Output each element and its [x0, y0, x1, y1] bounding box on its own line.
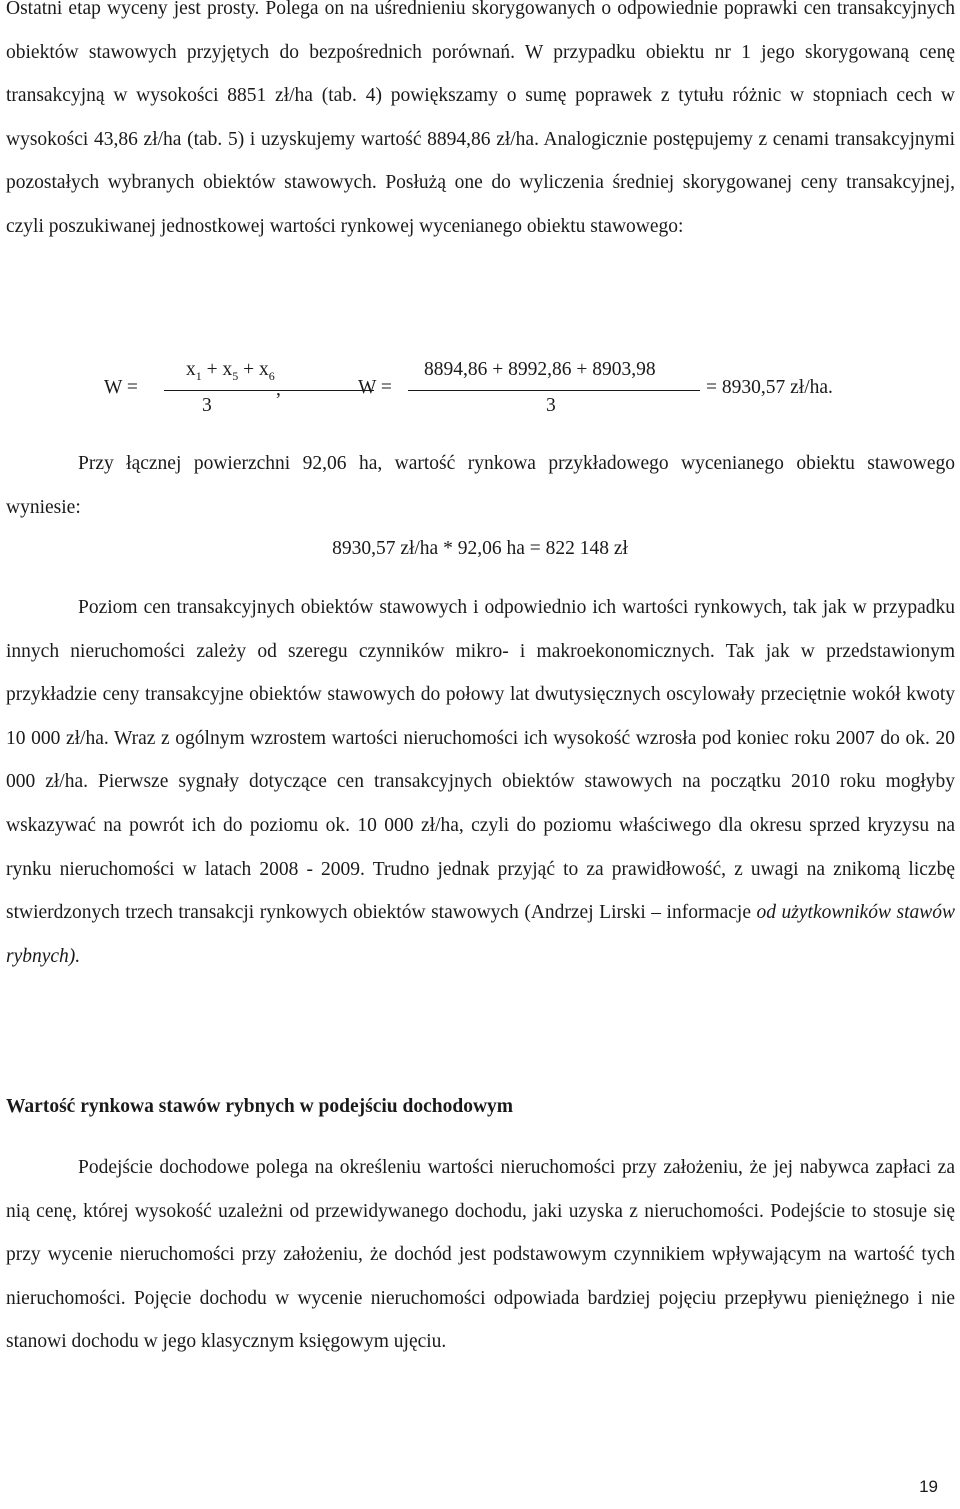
formula-numeric-result: = 8930,57 zł/ha. [706, 377, 833, 398]
formula-numeric-numerator: 8894,86 + 8992,86 + 8903,98 [424, 359, 656, 380]
source-note: od użytkowników stawów rybnych). [6, 902, 956, 967]
valuation-equation: 8930,57 zł/ha * 92,06 ha = 822 148 zł [332, 538, 628, 559]
formula-numeric-fraction-line [408, 390, 700, 391]
page-number: 19 [919, 1477, 938, 1496]
paragraph-price-levels: Poziom cen transakcyjnych obiektów stawowych i odpowiednio ich wartości rynkowych, tak jak w przypadku innych nieruchomości zależy od szeregu czynników mikro- i makroekonomicznych. Tak jak w przedstawionym przykładzie ceny transakcyjne obiektów stawowych do połowy lat dwutysięcznych oscylowały przeciętnie wokół kwoty 10 000 zł/ha. Wraz z ogólnym wzrostem wartości nieruchomości ich wysokość wzrosła pod koniec roku 2007 do ok. 20 000 zł/ha. Pierwsze sygnały dotyczące cen transakcyjnych obiektów stawowych na początku 2010 roku mogłyby wskazywać na powrót ich do poziomu ok. 10 000 zł/ha, czyli do poziomu właściwego dla okresu sprzed kryzysu na rynku nieruchomości w latach 2008 - 2009. Trudno jednak przyjąć to za prawidłowość, z uwagi na znikomą liczbę stwierdzonych trzech transakcji rynkowych obiektów stawowych (Andrzej Lirski – informacje od użytkowników stawów rybnych). [6, 597, 956, 967]
formula-general-denominator: 3 [202, 395, 212, 416]
formula-general-fraction-line [164, 390, 374, 391]
paragraph-income-approach: Podejście dochodowe polega na określeniu wartości nieruchomości przy założeniu, że jej nabywca zapłaci za nią cenę, której wysokość uzależni od przewidywanego dochodu, jaki uzyska z nieruchomości. Podejście to stosuje się przy wycenie nieruchomości przy założeniu, że dochód jest podstawowym czynnikiem wpływającym na wartość tych nieruchomości. Pojęcie dochodu w wycenie nieruchomości odpowiada bardziej pojęciu przepływu pieniężnego i nie stanowi dochodu w jego klasycznym księgowym ujęciu. [6, 1157, 955, 1353]
paragraph-total-area: Przy łącznej powierzchni 92,06 ha, wartość rynkowa przykładowego wycenianego obiektu stawowego wyniesie: [6, 453, 955, 518]
formula-general-lhs: W = [104, 377, 138, 398]
formula-numeric-lhs: W = [358, 377, 392, 398]
section-heading: Wartość rynkowa stawów rybnych w podejściu dochodowym [6, 1096, 514, 1117]
formula-general-comma: , [276, 379, 281, 400]
formula-numeric-denominator: 3 [546, 395, 556, 416]
formula-general-numerator: $x_1 + x_5 + x_6$ [186, 359, 275, 383]
paragraph-averaging: Ostatni etap wyceny jest prosty. Polega on na uśrednieniu skorygowanych o odpowiednie poprawki cen transakcyjnych obiektów stawowych przyjętych do bezpośrednich porównań. W przypadku obiektu nr 1 jego skorygowaną cenę transakcyjną w wysokości 8851 zł/ha (tab. 4) powiększamy o sumę poprawek z tytułu różnic w stopniach cech w wysokości 43,86 zł/ha (tab. 5) i uzyskujemy wartość 8894,86 zł/ha. Analogicznie postępujemy z cenami transakcyjnymi pozostałych wybranych obiektów stawowych. Posłużą one do wyliczenia średniej skorygowanej ceny transakcyjnej, czyli poszukiwanej jednostkowej wartości rynkowej wycenianego obiektu stawowego: [6, 0, 955, 237]
